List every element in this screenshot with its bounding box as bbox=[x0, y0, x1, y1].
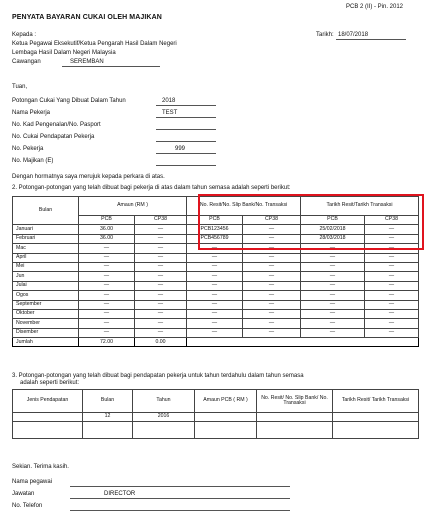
cell-month: November bbox=[13, 319, 79, 328]
cell-tarikh-pcb: — bbox=[301, 309, 365, 318]
cell-month: Jun bbox=[13, 272, 79, 281]
nama-pegawai-label: Nama pegawai bbox=[12, 479, 53, 485]
section2-heading: 2. Potongan-potongan yang telah dibuat bagi pekerja di atas dalam tahun semasa adalah seperti berikut: bbox=[12, 185, 291, 191]
cell-tarikh-cp38: — bbox=[365, 300, 419, 309]
cell-resit-cp38: — bbox=[243, 272, 301, 281]
col-header-tahun: Tahun bbox=[133, 390, 195, 413]
cell-tarikh-cp38: — bbox=[365, 328, 419, 337]
cell-month: Julai bbox=[13, 281, 79, 290]
telefon-label: No. Telefon bbox=[12, 503, 43, 509]
field-value: 2018 bbox=[162, 98, 176, 104]
cell-month: Mei bbox=[13, 262, 79, 271]
cell-tarikh-cp38: — bbox=[365, 225, 419, 234]
cell-pcb: — bbox=[79, 244, 135, 253]
cell-resit-pcb: PCB456789 bbox=[187, 234, 243, 243]
cell-pcb: — bbox=[79, 281, 135, 290]
cell-resit-pcb: — bbox=[187, 291, 243, 300]
col-header-resit: No. Resit/ No. Slip Bank/ No. Transaksi bbox=[257, 390, 333, 413]
cell-month: Oktober bbox=[13, 309, 79, 318]
closing-text: Sekian. Terima kasih. bbox=[12, 464, 69, 470]
prior-year-table bbox=[12, 389, 419, 439]
sub-header-pcb: PCB bbox=[187, 216, 243, 225]
cell-tarikh-pcb: — bbox=[301, 319, 365, 328]
field-value: TEST bbox=[162, 110, 178, 116]
cell-cp38: — bbox=[135, 262, 187, 271]
cell-cp38: — bbox=[135, 291, 187, 300]
cell-month: Januari bbox=[13, 225, 79, 234]
table-row bbox=[13, 319, 419, 328]
cell-cp38: — bbox=[135, 253, 187, 262]
cell-month: Mac bbox=[13, 244, 79, 253]
cell-resit-cp38: — bbox=[243, 328, 301, 337]
cell-tarikh-pcb: — bbox=[301, 300, 365, 309]
cell-pcb: — bbox=[79, 291, 135, 300]
cell-cp38: — bbox=[135, 319, 187, 328]
cell-tarikh-cp38: — bbox=[365, 272, 419, 281]
cell-cp38: — bbox=[135, 225, 187, 234]
cell-resit-cp38: — bbox=[243, 281, 301, 290]
cell-resit bbox=[257, 413, 333, 422]
jawatan-value: DIRECTOR bbox=[104, 491, 136, 497]
cell-cp38: — bbox=[135, 234, 187, 243]
cell-tarikh-cp38: — bbox=[365, 319, 419, 328]
cell-tarikh-pcb: — bbox=[301, 291, 365, 300]
col-header-tarikh: Tarikh Resit/ Tarikh Transaksi bbox=[333, 390, 419, 413]
cell-jenis bbox=[13, 413, 83, 422]
form-code: PCB 2 (II) - Pin. 2012 bbox=[346, 4, 404, 10]
field-label: Nama Pekerja bbox=[12, 110, 51, 116]
cell-resit-pcb: — bbox=[187, 244, 243, 253]
cell-pcb: — bbox=[79, 328, 135, 337]
cell-tarikh-pcb: — bbox=[301, 244, 365, 253]
cell-cp38: — bbox=[135, 281, 187, 290]
table-row bbox=[13, 262, 419, 271]
cell-month: April bbox=[13, 253, 79, 262]
table-row bbox=[13, 281, 419, 290]
form-title: PENYATA BAYARAN CUKAI OLEH MAJIKAN bbox=[12, 14, 162, 21]
salutation: Tuan, bbox=[12, 84, 28, 90]
field-label: No. Kad Pengenalan/No. Pasport bbox=[12, 122, 101, 128]
cell-tarikh-cp38: — bbox=[365, 244, 419, 253]
cell-tarikh-pcb: — bbox=[301, 272, 365, 281]
cawangan-value: SEREMBAN bbox=[70, 59, 104, 65]
section3-heading-line2: adalah seperti berikut: bbox=[20, 380, 80, 386]
cell-tarikh-cp38: — bbox=[365, 281, 419, 290]
cell-pcb: 36.00 bbox=[79, 225, 135, 234]
cell-tarikh-cp38: — bbox=[365, 234, 419, 243]
cell-tarikh-pcb: — bbox=[301, 253, 365, 262]
sub-header-cp38: CP38 bbox=[365, 216, 419, 225]
cell-resit-cp38: — bbox=[243, 244, 301, 253]
cell-tahun: 2016 bbox=[133, 413, 195, 422]
cell-pcb: — bbox=[79, 319, 135, 328]
cell-resit-cp38: — bbox=[243, 300, 301, 309]
cell-pcb: — bbox=[79, 309, 135, 318]
sub-header-cp38: CP38 bbox=[135, 216, 187, 225]
cell-resit-pcb: — bbox=[187, 253, 243, 262]
cell-month: Februari bbox=[13, 234, 79, 243]
cell-tarikh-pcb: — bbox=[301, 262, 365, 271]
table-row bbox=[13, 309, 419, 318]
cell-pcb: — bbox=[79, 300, 135, 309]
address-line2: Lembaga Hasil Dalam Negeri Malaysia bbox=[12, 50, 116, 56]
cell-resit-cp38: — bbox=[243, 319, 301, 328]
total-cp38: 0.00 bbox=[135, 338, 187, 347]
cell-resit-pcb: — bbox=[187, 319, 243, 328]
cell-resit-cp38: — bbox=[243, 253, 301, 262]
cell-resit-pcb: — bbox=[187, 262, 243, 271]
col-header-bulan: Bulan bbox=[13, 197, 79, 225]
cell-pcb: — bbox=[79, 262, 135, 271]
cell-bulan: 12 bbox=[83, 413, 133, 422]
field-label: Potongan Cukai Yang Dibuat Dalam Tahun bbox=[12, 98, 126, 104]
cell-resit-pcb: — bbox=[187, 272, 243, 281]
col-header-tarikh: Tarikh Resit/Tarikh Transaksi bbox=[301, 197, 419, 216]
sub-header-pcb: PCB bbox=[301, 216, 365, 225]
cell-cp38: — bbox=[135, 300, 187, 309]
cell-amaun bbox=[195, 413, 257, 422]
col-header-amaun: Amaun (RM ) bbox=[79, 197, 187, 216]
cell-resit-cp38: — bbox=[243, 309, 301, 318]
cell-tarikh-pcb: — bbox=[301, 281, 365, 290]
cell-tarikh-pcb: 25/02/2018 bbox=[301, 225, 365, 234]
date-value: 18/07/2018 bbox=[338, 32, 369, 38]
cell-tarikh bbox=[333, 413, 419, 422]
cell-resit-cp38: — bbox=[243, 234, 301, 243]
cell-cp38: — bbox=[135, 309, 187, 318]
table-row bbox=[13, 291, 419, 300]
section3-heading-line1: 3. Potongan-potongan yang telah dibuat bagi pendapatan pekerja untuk tahun terdahulu dalam tahun semasa bbox=[12, 373, 304, 379]
cell-pcb: — bbox=[79, 272, 135, 281]
field-value: 999 bbox=[175, 146, 186, 152]
cell-resit-pcb: — bbox=[187, 281, 243, 290]
cell-cp38: — bbox=[135, 272, 187, 281]
cell-resit-cp38: — bbox=[243, 291, 301, 300]
cell-tarikh-cp38: — bbox=[365, 262, 419, 271]
address-line1: Ketua Pegawai Eksekutif/Ketua Pengarah Hasil Dalam Negeri bbox=[12, 41, 177, 47]
table-row bbox=[13, 300, 419, 309]
cell-month: Disember bbox=[13, 328, 79, 337]
total-label: Jumlah bbox=[13, 338, 79, 347]
table-row bbox=[13, 253, 419, 262]
field-label: No. Pekerja bbox=[12, 146, 44, 152]
highlight-box bbox=[198, 194, 424, 250]
cell-tarikh-pcb: — bbox=[301, 328, 365, 337]
cell-pcb: 36.00 bbox=[79, 234, 135, 243]
cawangan-label: Cawangan bbox=[12, 59, 41, 65]
col-header-resit: No. Resit/No. Slip Bank/No. Transaksi bbox=[187, 197, 301, 216]
cell-resit-cp38: — bbox=[243, 225, 301, 234]
col-header-bulan: Bulan bbox=[83, 390, 133, 413]
table-row bbox=[13, 328, 419, 337]
cell-cp38: — bbox=[135, 244, 187, 253]
field-label: No. Cukai Pendapatan Pekerja bbox=[12, 134, 95, 140]
cell-month: Ogos bbox=[13, 291, 79, 300]
cell-tarikh-pcb: 28/03/2018 bbox=[301, 234, 365, 243]
cell-pcb: — bbox=[79, 253, 135, 262]
col-header-amaun-pcb: Amaun PCB ( RM ) bbox=[195, 390, 257, 413]
cell-resit-pcb: — bbox=[187, 300, 243, 309]
sub-header-pcb: PCB bbox=[79, 216, 135, 225]
field-label: No. Majikan (E) bbox=[12, 158, 54, 164]
cell-resit-pcb: — bbox=[187, 309, 243, 318]
kepada-label: Kepada : bbox=[12, 32, 37, 38]
cell-tarikh-cp38: — bbox=[365, 291, 419, 300]
jawatan-label: Jawatan bbox=[12, 491, 35, 497]
cell-resit-pcb: PCB123456 bbox=[187, 225, 243, 234]
cell-cp38: — bbox=[135, 328, 187, 337]
col-header-jenis: Jenis Pendapatan bbox=[13, 390, 83, 413]
sub-header-cp38: CP38 bbox=[243, 216, 301, 225]
total-pcb: 72.00 bbox=[79, 338, 135, 347]
cell-resit-pcb: — bbox=[187, 328, 243, 337]
intro-text: Dengan hormatnya saya merujuk kepada perkara di atas. bbox=[12, 174, 165, 180]
cell-resit-cp38: — bbox=[243, 262, 301, 271]
cell-month: September bbox=[13, 300, 79, 309]
date-label: Tarikh: bbox=[316, 32, 334, 38]
cell-tarikh-cp38: — bbox=[365, 309, 419, 318]
table-row bbox=[13, 272, 419, 281]
cell-tarikh-cp38: — bbox=[365, 253, 419, 262]
